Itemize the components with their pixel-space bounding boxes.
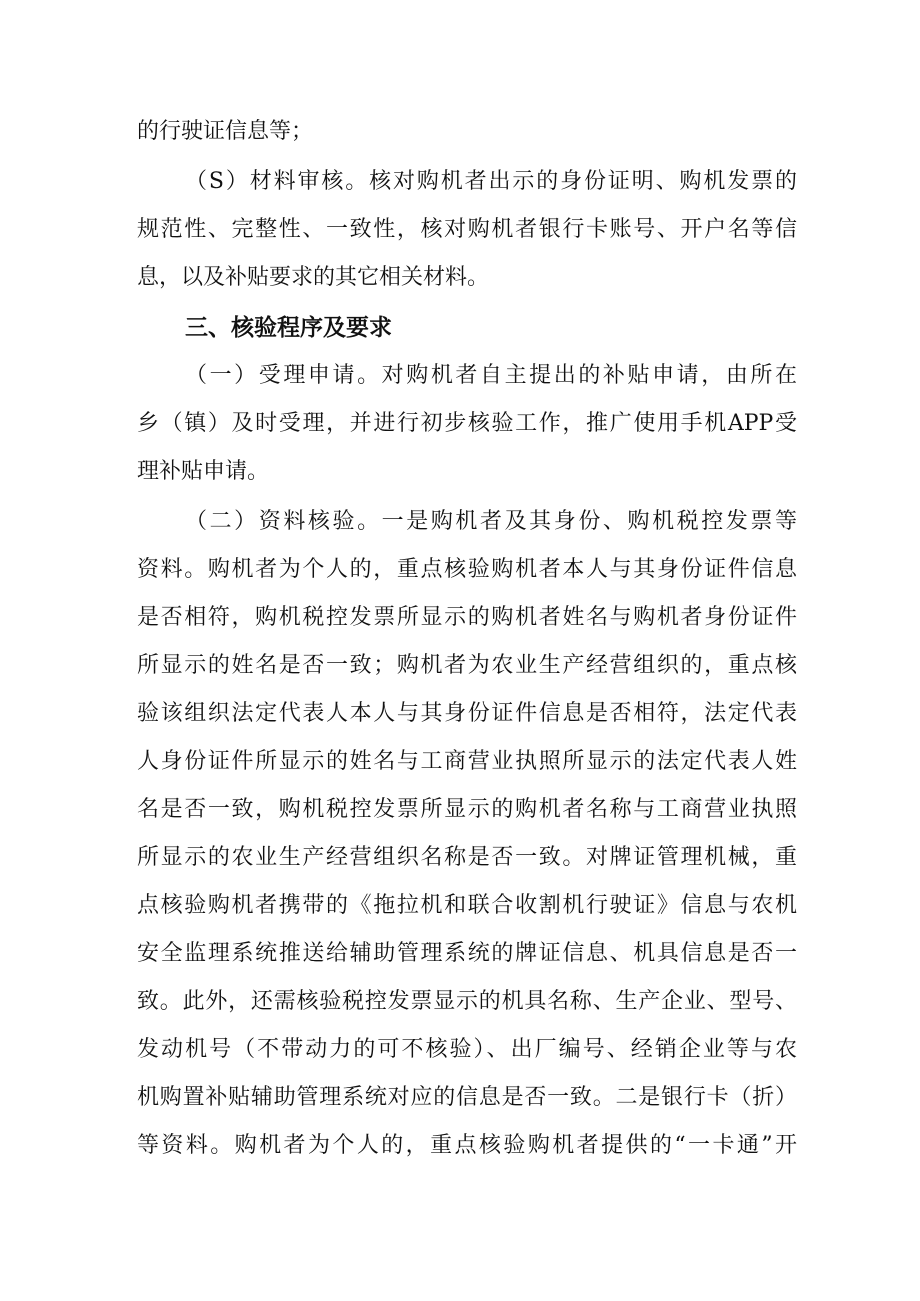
paragraph-line: 资料。购机者为个人的，重点核验购机者本人与其身份证件信息 — [137, 557, 797, 582]
section-heading: 三、核验程序及要求 — [185, 315, 392, 341]
paragraph-line: 所显示的农业生产经营组织名称是否一致。对牌证管理机械，重 — [137, 845, 797, 870]
paragraph-line: 点核验购机者携带的《拖拉机和联合收割机行驶证》信息与农机 — [137, 893, 797, 918]
paragraph-line: 乡（镇）及时受理，并进行初步核验工作，推广使用手机APP受 — [137, 411, 797, 436]
paragraph-line: （二）资料核验。一是购机者及其身份、购机税控发票等 — [185, 509, 797, 534]
paragraph-line: 息，以及补贴要求的其它相关材料。 — [137, 265, 490, 290]
paragraph-line: 所显示的姓名是否一致；购机者为农业生产经营组织的，重点核 — [137, 653, 797, 678]
paragraph-line: 安全监理系统推送给辅助管理系统的牌证信息、机具信息是否一 — [137, 941, 797, 966]
paragraph-line: 是否相符，购机税控发票所显示的购机者姓名与购机者身份证件 — [137, 605, 797, 630]
paragraph-line: 致。此外，还需核验税控发票显示的机具名称、生产企业、型号、 — [137, 989, 797, 1014]
paragraph-line: 规范性、完整性、一致性，核对购机者银行卡账号、开户名等信 — [137, 217, 797, 242]
paragraph-line: 等资料。购机者为个人的，重点核验购机者提供的“一卡通”开 — [137, 1133, 797, 1158]
paragraph-line: 验该组织法定代表人本人与其身份证件信息是否相符，法定代表 — [137, 701, 797, 726]
paragraph-line: 人身份证件所显示的姓名与工商营业执照所显示的法定代表人姓 — [137, 749, 797, 774]
paragraph-line: 发动机号（不带动力的可不核验）、出厂编号、经销企业等与农 — [137, 1037, 797, 1062]
paragraph-line: 名是否一致，购机税控发票所显示的购机者名称与工商营业执照 — [137, 797, 797, 822]
paragraph-line: （S）材料审核。核对购机者出示的身份证明、购机发票的 — [185, 169, 797, 194]
paragraph-line: 的行驶证信息等； — [137, 119, 314, 144]
paragraph-line: （一）受理申请。对购机者自主提出的补贴申请，由所在 — [185, 363, 797, 388]
paragraph-line: 理补贴申请。 — [137, 459, 270, 484]
paragraph-line: 机购置补贴辅助管理系统对应的信息是否一致。二是银行卡（折） — [137, 1085, 797, 1110]
